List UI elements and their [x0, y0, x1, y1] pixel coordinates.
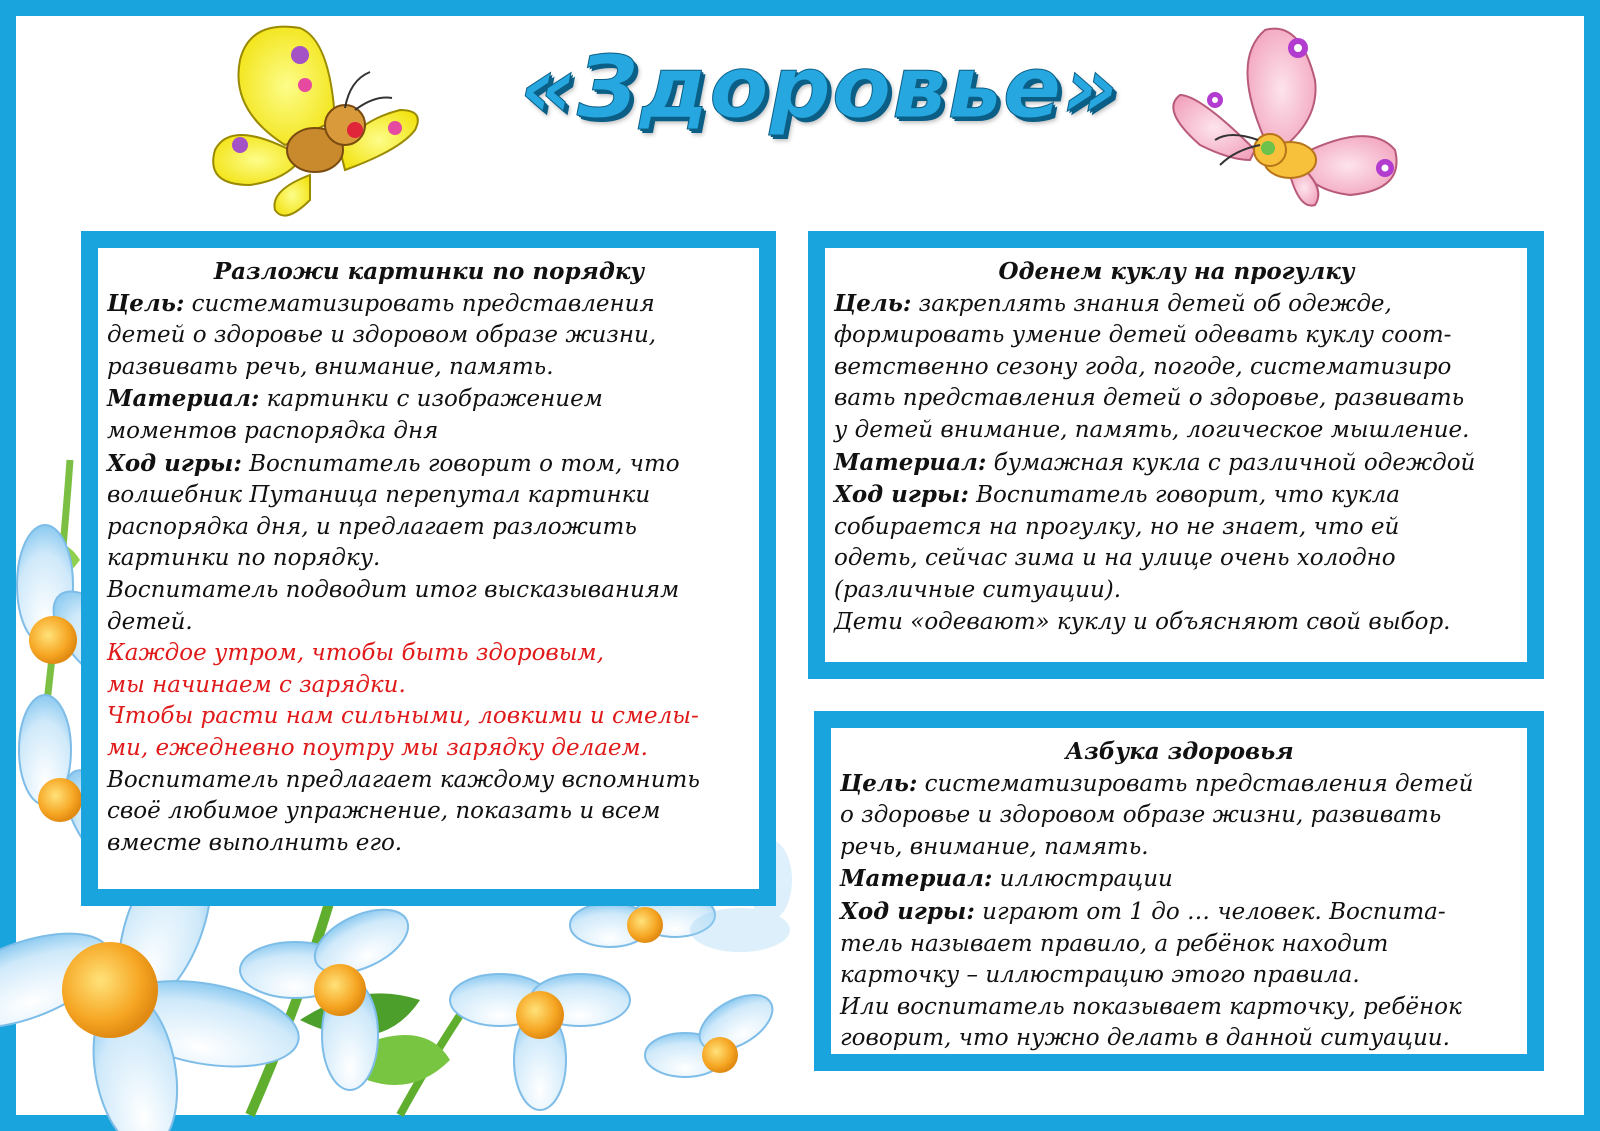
material-paragraph: [840, 863, 1519, 896]
material-text: иллюстрации: [992, 866, 1173, 893]
material-label: Материал:: [834, 448, 987, 476]
card-title: Оденем куклу на прогулку: [998, 258, 1355, 285]
yellow-butterfly-icon: [213, 27, 418, 216]
procedure-label: Ход игры:: [834, 481, 969, 509]
material-label: Материал:: [107, 385, 260, 413]
goal-paragraph: [834, 288, 1519, 447]
game-card-abc: [814, 711, 1544, 1071]
closing-text: Воспитатель предлагает каждому вспомнить своё любимое упражнение, показать и всем вместе выполнить его.: [107, 766, 700, 856]
poem-text: Каждое утром, чтобы быть здоровым, мы начинаем с зарядки. Чтобы расти нам сильными, ловкими и смелы- ми, ежедневно поутру мы зарядку делаем.: [107, 640, 699, 761]
procedure-text: Воспитатель говорит, что кукла собирается на прогулку, но не знает, что ей одеть, сейчас зима и на улице очень холодно (различные ситуации). Дети «одевают» куклу и объясняют свой выбор.: [834, 482, 1451, 635]
game-card-doll: [808, 231, 1544, 679]
pink-butterfly-icon: [1173, 29, 1396, 206]
procedure-text: играют от 1 до … человек. Воспита- тель называет правило, а ребёнок находит карточку – иллюстрацию этого правила. Или воспитатель показывает карточку, ребёнок говорит, что нужно делать в данной ситуации.: [840, 898, 1462, 1052]
procedure-label: Ход игры:: [107, 449, 242, 477]
procedure-paragraph: [107, 448, 751, 639]
goal-text: систематизировать представления детей о здоровье и здоровом образе жизни, развивать речь, внимание, память.: [107, 290, 657, 380]
page-title: «Здоровье»: [520, 38, 1120, 138]
procedure-label: Ход игры:: [840, 897, 975, 925]
material-label: Материал:: [840, 865, 993, 893]
card-title: Разложи картинки по порядку: [213, 258, 645, 285]
game-card-sequence: [81, 231, 776, 906]
material-text: картинки с изображением моментов распорядка дня: [107, 386, 603, 444]
goal-text: систематизировать представления детей о здоровье и здоровом образе жизни, развивать речь, внимание, память.: [840, 770, 1474, 860]
goal-paragraph: [840, 768, 1519, 864]
card-title: Азбука здоровья: [1065, 738, 1294, 765]
goal-label: Цель:: [834, 289, 912, 317]
procedure-paragraph: [840, 896, 1519, 1055]
goal-text: закреплять знания детей об одежде, формировать умение детей одевать куклу соот- ветственно сезону года, погоде, систематизиро вать представления детей о здоровье, развивать у детей внимание, память, логическое мышление.: [834, 290, 1470, 443]
procedure-text: Воспитатель говорит о том, что волшебник Путаница перепутал картинки распорядка дня, и предлагает разложить картинки по порядку. Воспитатель подводит итог высказываниям детей.: [107, 450, 680, 635]
goal-label: Цель:: [107, 289, 185, 317]
material-paragraph: [834, 447, 1519, 480]
material-paragraph: [107, 383, 751, 447]
goal-label: Цель:: [840, 769, 918, 797]
goal-paragraph: [107, 288, 751, 384]
procedure-paragraph: [834, 479, 1519, 638]
material-text: бумажная кукла с различной одеждой: [986, 449, 1476, 476]
